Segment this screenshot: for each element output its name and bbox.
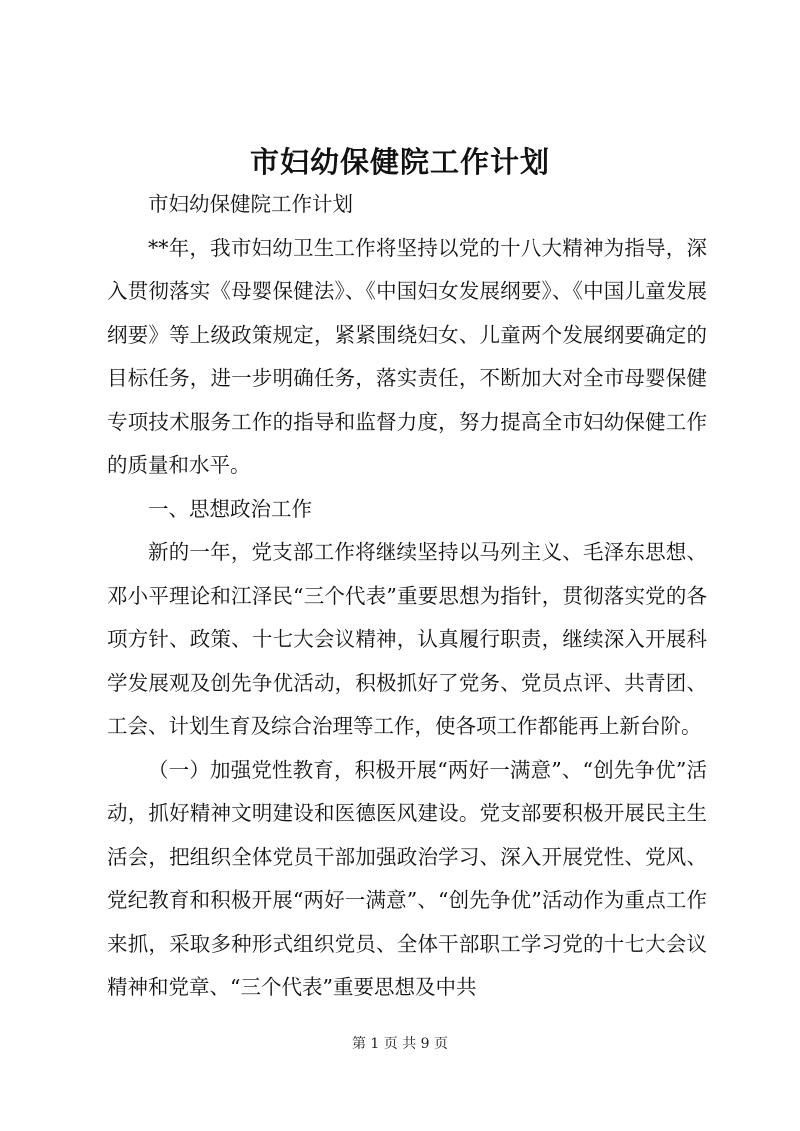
document-body xyxy=(107,183,707,1010)
document-title: 市妇幼保健院工作计划 xyxy=(249,145,550,179)
body-paragraph: 新的一年，党支部工作将继续坚持以马列主义、毛泽东思想、邓小平理论和江泽民“三个代表”重要思想为指针，贯彻落实党的各项方针、政策、十七大会议精神，认真履行职责，继续深入开展科学发展观及创先争优活动，积极抓好了党务、党员点评、共青团、工会、计划生育及综合治理等工作，使各项工作都能再上新台阶。 xyxy=(107,540,707,738)
page-indicator: 第 1 页 共 9 页 xyxy=(351,1036,449,1052)
section-heading: 一、思想政治工作 xyxy=(148,496,312,521)
body-paragraph: （一）加强党性教育，积极开展“两好一满意”、“创先争优”活动，抓好精神文明建设和医德医风建设。党支部要积极开展民主生活会，把组织全体党员干部加强政治学习、深入开展党性、党风、党纪教育和积极开展“两好一满意”、“创先争优”活动作为重点工作来抓，采取多种形式组织党员、全体干部职工学习党的十七大会议精神和党章、“三个代表”重要思想及中共 xyxy=(107,757,707,999)
subtitle-paragraph: 市妇幼保健院工作计划 xyxy=(148,192,353,216)
intro-paragraph: **年，我市妇幼卫生工作将坚持以党的十八大精神为指导，深入贯彻落实《母婴保健法》、《中国妇女发展纲要》、《中国儿童发展纲要》等上级政策规定，紧紧围绕妇女、儿童两个发展纲要确定的目标任务，进一步明确任务，落实责任，不断加大对全市母婴保健专项技术服务工作的指导和监督力度，努力提高全市妇幼保健工作的质量和水平。 xyxy=(107,235,707,477)
